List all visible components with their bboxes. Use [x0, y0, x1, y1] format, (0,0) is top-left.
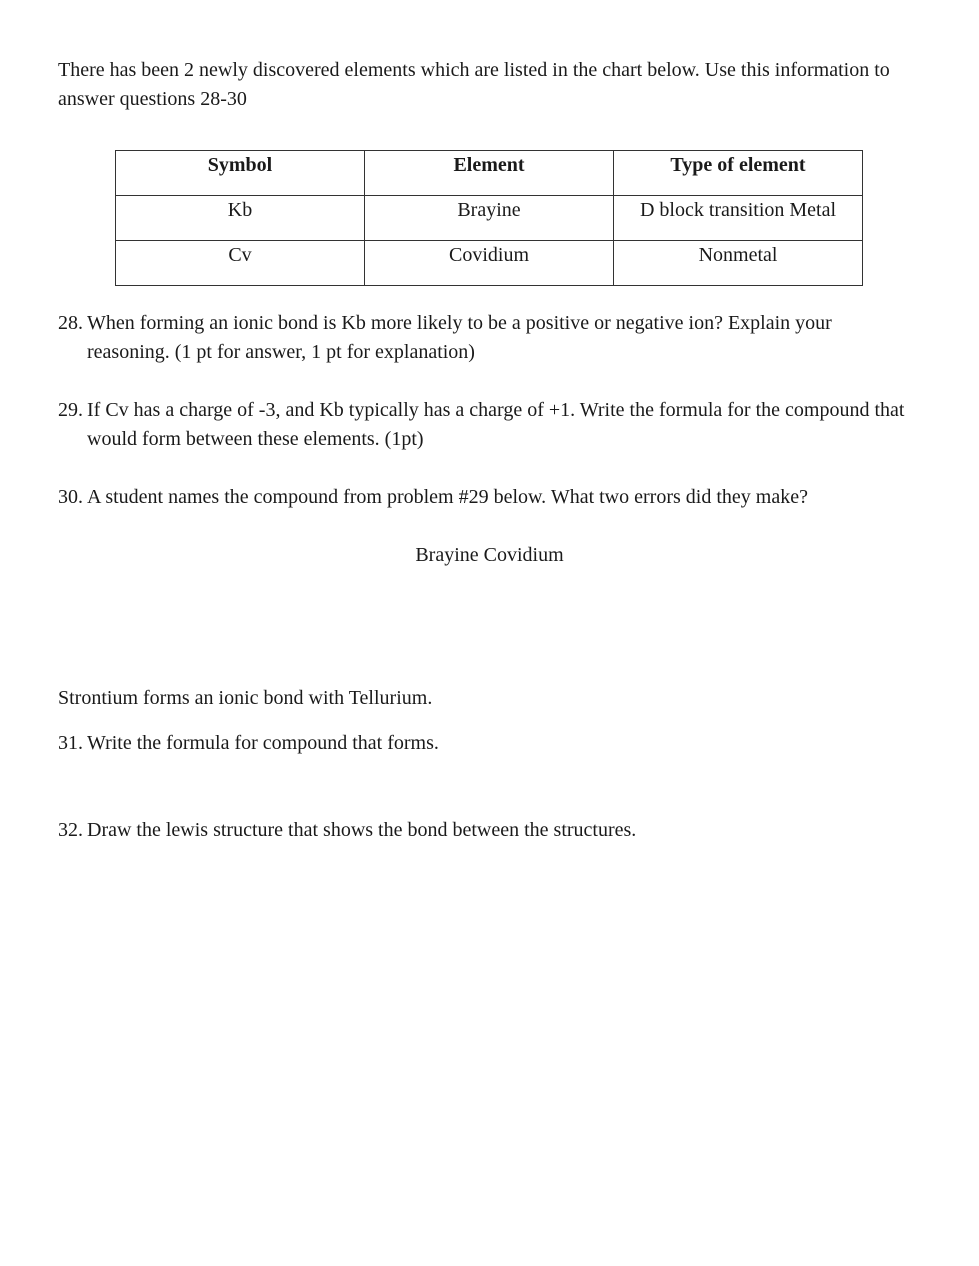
table-row: [116, 241, 863, 286]
table-header-row: [116, 151, 863, 196]
question-text: Draw the lewis structure that shows the bond between the structures.: [87, 819, 637, 841]
question-text: Write the formula for compound that forms.: [87, 732, 439, 754]
strontium-intro: Strontium forms an ionic bond with Tellurium.: [58, 687, 433, 709]
question-number: 30.: [58, 486, 83, 508]
question-text: When forming an ionic bond is Kb more likely to be a positive or negative ion? Explain your reasoning. (1 pt for answer, 1 pt for explanation): [87, 312, 832, 363]
question-text: A student names the compound from problem #29 below. What two errors did they make?: [87, 486, 808, 508]
question-30: [58, 483, 918, 512]
header-symbol: Symbol: [116, 151, 365, 196]
cell-element: Covidium: [365, 241, 614, 286]
elements-table: [115, 150, 863, 286]
question-31: [58, 729, 918, 758]
question-number: 32.: [58, 819, 83, 841]
question-29: [58, 396, 918, 454]
cell-symbol: Cv: [116, 241, 365, 286]
student-answer: Brayine Covidium: [415, 544, 564, 566]
cell-symbol: Kb: [116, 196, 365, 241]
intro-paragraph: There has been 2 newly discovered elements which are listed in the chart below. Use this information to answer questions 28-30: [58, 59, 890, 110]
question-32: [58, 816, 918, 845]
question-number: 28.: [58, 312, 83, 334]
cell-type: D block transition Metal: [614, 196, 863, 241]
cell-type: Nonmetal: [614, 241, 863, 286]
question-28: [58, 309, 918, 367]
cell-element: Brayine: [365, 196, 614, 241]
header-type: Type of element: [614, 151, 863, 196]
table-row: [116, 196, 863, 241]
header-element: Element: [365, 151, 614, 196]
question-number: 29.: [58, 399, 83, 421]
question-number: 31.: [58, 732, 83, 754]
question-text: If Cv has a charge of -3, and Kb typically has a charge of +1. Write the formula for the compound that would form between these elements. (1pt): [87, 399, 905, 450]
